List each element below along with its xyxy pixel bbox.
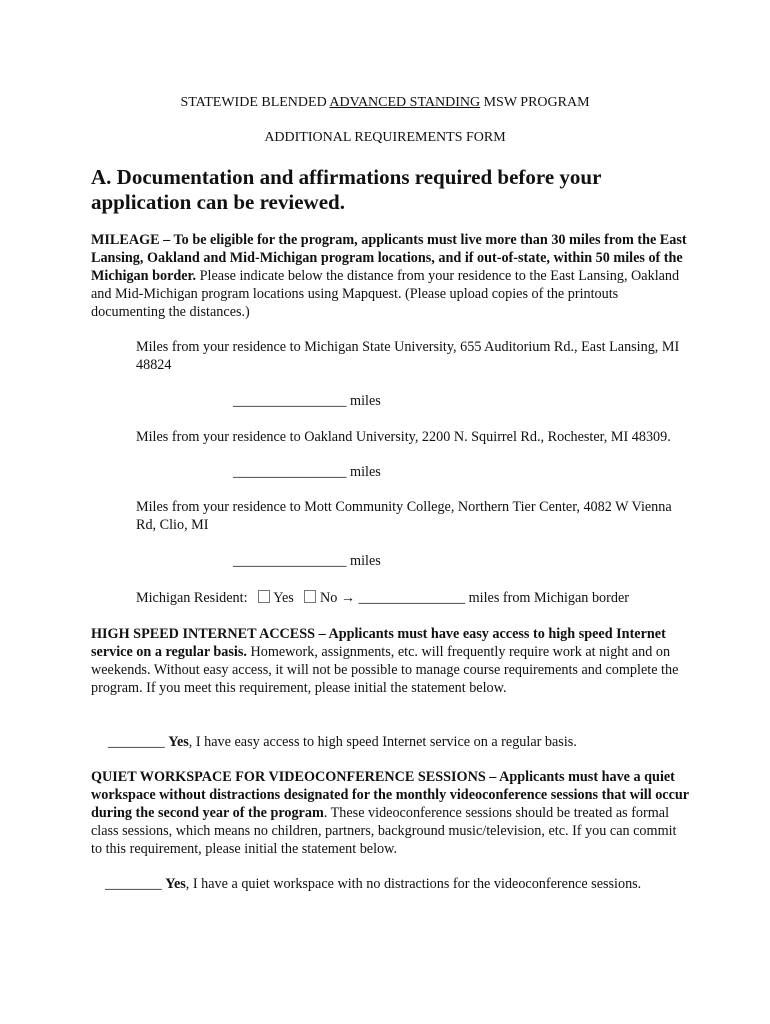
mott-miles-field[interactable]: ________________ miles (233, 553, 381, 569)
msu-miles-field[interactable]: ________________ miles (233, 393, 381, 409)
program-title (0, 95, 770, 111)
workspace-initial-field[interactable]: ________ (105, 876, 166, 892)
arrow-right-icon: → (340, 590, 356, 606)
internet-paragraph (91, 625, 691, 697)
workspace-text: . These videoconference sessions should be treated as formal class sessions, which means no children, partners, background music/television, etc. If you can commit to this requirement, please initial the statement below. (91, 805, 677, 857)
resident-yes-checkbox[interactable] (258, 590, 270, 603)
workspace-affirmation (105, 875, 641, 893)
mileage-bold-text: MILEAGE – To be eligible for the program, applicants must live more than 30 miles from the East Lansing, Oakland and Mid-Michigan program locations, and if out-of-state, within 50 miles of the Michigan border. (91, 232, 687, 284)
title-suffix: MSW PROGRAM (480, 95, 590, 110)
internet-text: Homework, assignments, etc. will frequently require work at night and on weekends. Without easy access, it will not be possible to manage course requirements and complete the program. If you meet this requirement, please initial the statement below. (91, 644, 679, 696)
workspace-statement: , I have a quiet workspace with no distractions for the videoconference sessions. (185, 876, 642, 892)
mileage-text: Please indicate below the distance from your residence to the East Lansing, Oakland and Mid-Michigan program locations using Mapquest. (Please upload copies of the printouts documenting the distances.) (91, 268, 680, 320)
internet-bold-text: HIGH SPEED INTERNET ACCESS – Applicants must have easy access to high speed Internet service on a regular basis. (91, 626, 666, 660)
internet-affirmation (108, 733, 577, 751)
msu-distance-label: Miles from your residence to Michigan State University, 655 Auditorium Rd., East Lansing, MI 48824 (136, 339, 680, 373)
internet-statement: , I have easy access to high speed Internet service on a regular basis. (188, 734, 577, 750)
oakland-distance-label: Miles from your residence to Oakland University, 2200 N. Squirrel Rd., Rochester, MI 48309. (136, 429, 671, 445)
oakland-miles-field[interactable]: ________________ miles (233, 464, 381, 480)
internet-yes: Yes (168, 734, 189, 750)
internet-initial-field[interactable]: ________ (108, 734, 169, 750)
resident-yes-label: Yes (273, 590, 294, 606)
mileage-paragraph (91, 231, 691, 321)
workspace-bold-text: QUIET WORKSPACE FOR VIDEOCONFERENCE SESSIONS – Applicants must have a quiet workspace without distractions designated for the monthly videoconference sessions that will occur during the second year of the program (91, 769, 689, 821)
resident-no-checkbox[interactable] (304, 590, 316, 603)
title-underlined: ADVANCED STANDING (329, 95, 481, 110)
workspace-paragraph (91, 768, 691, 858)
form-subtitle: ADDITIONAL REQUIREMENTS FORM (264, 130, 506, 145)
resident-label: Michigan Resident: (136, 590, 248, 606)
resident-no-label: No (320, 590, 338, 606)
workspace-yes: Yes (165, 876, 186, 892)
section-a-heading: A. Documentation and affirmations required before your application can be reviewed. (91, 165, 602, 214)
border-miles-field[interactable]: _______________ miles from Michigan border (358, 590, 629, 606)
michigan-resident-row (136, 589, 629, 607)
mott-distance-label: Miles from your residence to Mott Community College, Northern Tier Center, 4082 W Vienna Rd, Clio, MI (136, 499, 672, 533)
title-prefix: STATEWIDE BLENDED (180, 95, 330, 110)
